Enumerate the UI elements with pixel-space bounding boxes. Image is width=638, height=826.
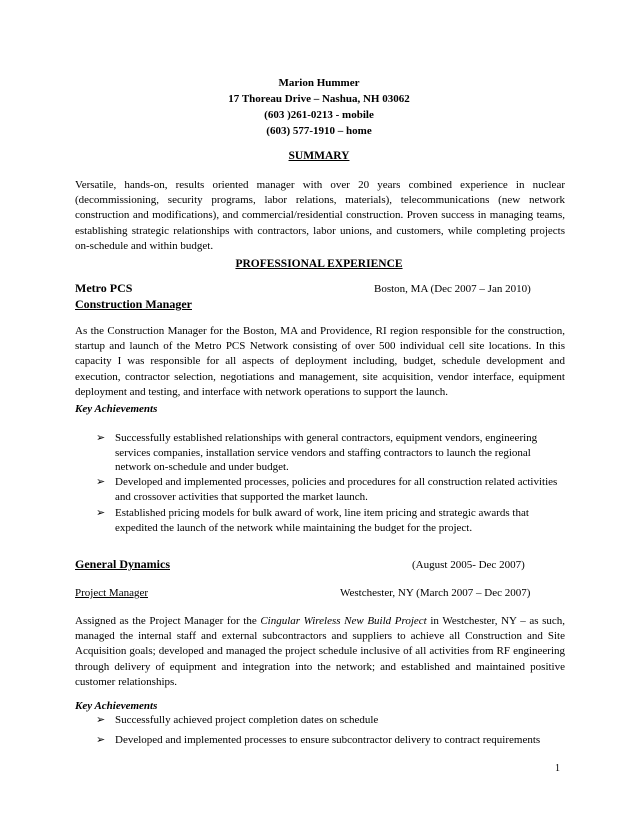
contact-address: 17 Thoreau Drive – Nashua, NH 03062 xyxy=(228,93,410,105)
job1-company: Metro PCS xyxy=(75,281,133,295)
summary-text: Versatile, hands-on, results oriented manager with over 20 years combined experience in nuclear (decommissioning, security programs, labor relations, materials), telecommunications (new network construction and modifications), and commercial/residential construction. Proven success in managing teams, establishing strategic relationships with contractors, labor unions, and customers, while completing projects on-schedule and within budget. xyxy=(75,179,565,252)
job2-company: General Dynamics xyxy=(75,557,170,571)
job1-achievement-2: ➢ Developed and implemented processes, policies and procedures for all construction related activities and crossover activities that supported the market launch. xyxy=(96,476,558,503)
job1-description: As the Construction Manager for the Boston, MA and Providence, RI region responsible for the construction, startup and launch of the Metro PCS Network consisting of over 500 individual cell site locations. In this capacity I was responsible for all aspects of deployment including, budget, schedule development and execution, contractor selection, negotiations and management, site acquisition, vendor interface, equipment deployment and testing, and interface with network operations to support the launch. xyxy=(75,325,565,398)
summary-heading: SUMMARY xyxy=(288,150,350,162)
job2-key-achievements-label: Key Achievements xyxy=(75,700,158,712)
job1-key-achievements-label: Key Achievements xyxy=(75,403,158,415)
job1-location-dates: Boston, MA (Dec 2007 – Jan 2010) xyxy=(374,283,531,295)
job2-achievement-1: ➢ Successfully achieved project completion dates on schedule xyxy=(96,714,379,726)
job2-dates: (August 2005- Dec 2007) xyxy=(412,559,525,571)
job2-achievement-2: ➢ Developed and implemented processes to ensure subcontractor delivery to contract requirements xyxy=(96,734,541,746)
contact-name: Marion Hummer xyxy=(278,77,360,89)
arrow-bullet-icon: ➢ xyxy=(96,432,106,444)
arrow-bullet-icon: ➢ xyxy=(96,734,106,746)
contact-block xyxy=(0,75,638,139)
page-number: 1 xyxy=(555,763,560,774)
job2-location-dates: Westchester, NY (March 2007 – Dec 2007) xyxy=(340,587,531,599)
job2-project-name: Cingular Wireless New Build Project xyxy=(260,615,427,627)
job1-title: Construction Manager xyxy=(75,297,192,311)
job1-achievement-1: ➢ Successfully established relationships with general contractors, equipment vendors, engineering services companies, installation service vendors and staffing contractors to launch the regional network on-schedule and under budget. xyxy=(96,432,538,473)
arrow-bullet-icon: ➢ xyxy=(96,476,106,488)
arrow-bullet-icon: ➢ xyxy=(96,714,106,726)
arrow-bullet-icon: ➢ xyxy=(96,507,106,519)
contact-home: (603) 577-1910 – home xyxy=(266,125,372,137)
job2-description: Assigned as the Project Manager for the Cingular Wireless New Build Project in Westchester, NY – as such, managed the internal staff and external subcontractors and suppliers to achieve all Construction and Site Acquisition goals; developed and managed the project schedule inclusive of all activities from RF engineering through delivery of equipment and integration into the network; and established and maintained positive customer relationships. xyxy=(75,615,566,688)
job2-title: Project Manager xyxy=(75,587,148,599)
contact-mobile: (603 )261-0213 - mobile xyxy=(264,109,374,121)
experience-heading: PROFESSIONAL EXPERIENCE xyxy=(235,258,403,270)
job1-achievement-3: ➢ Established pricing models for bulk award of work, line item pricing and strategic awards that expedited the launch of the network while maintaining the budget for the project. xyxy=(96,507,529,534)
